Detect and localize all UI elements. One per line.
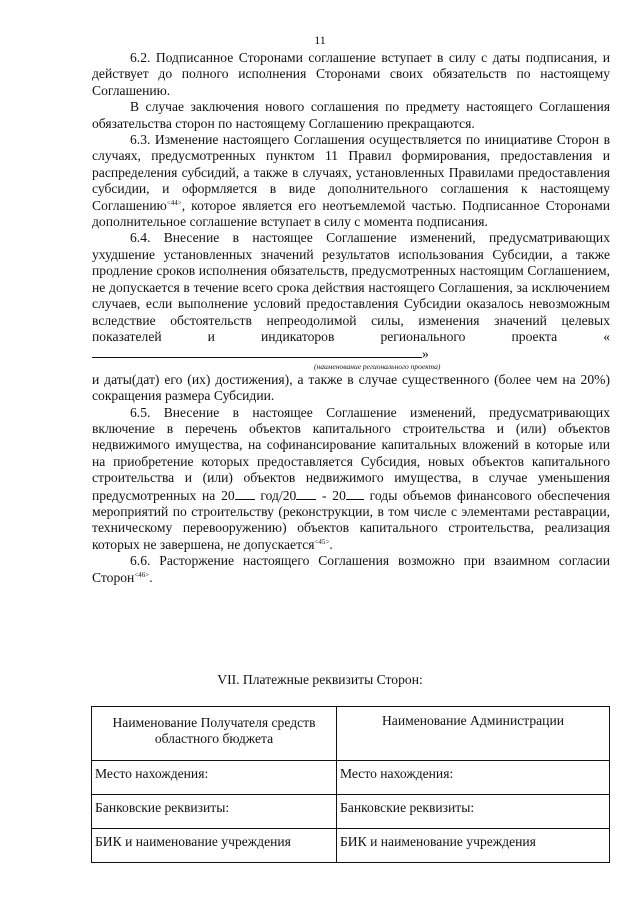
paragraph-6-6-period: . <box>149 569 153 585</box>
paragraph-6-4-continuation: и даты(дат) его (их) достижения), а также в случае существенного (более чем на 20%) сокращения размера Субсидии. <box>92 371 610 404</box>
year-text-1: год/20 <box>254 487 297 503</box>
year-text-2: - 20 <box>316 487 346 503</box>
footnote-ref-45: <45> <box>314 537 330 546</box>
paragraph-6-5 <box>92 405 610 554</box>
document-body <box>92 50 610 586</box>
paragraph-6-3-text: 6.3. Изменение настоящего Соглашения осуществляется по инициативе Сторон в случаях, предусмотренных пунктом 11 Правил формирования, предоставления и распределения субсидий, а также в случаях, установленных Правилами предоставления субсидии, и оформляется в виде дополнительного соглашения к настоящему Соглашению <box>92 132 610 213</box>
year-blank-1 <box>235 487 255 500</box>
table-header-row <box>92 707 610 761</box>
footnote-ref-46: <46> <box>134 570 150 579</box>
table-cell: Место нахождения: <box>92 761 337 795</box>
table-row <box>92 795 610 829</box>
paragraph-6-6 <box>92 553 610 586</box>
footnote-ref-44: <44> <box>166 198 182 207</box>
paragraph-6-5-text: 6.5. Внесение в настоящее Соглашение изменений, предусматривающих включение в перечень объектов капитального строительства и (или) объектов недвижимого имущества, на софинансирование капитальных вложений в которые или на приобретение которых предоставляется Субсидия, новых объектов капитального строительства и (или) объектов недвижимого имущества, в случае уменьшения предусмотренных на 20 <box>92 404 610 503</box>
table-cell: БИК и наименование учреждения <box>92 829 337 863</box>
paragraph-6-6-text: 6.6. Расторжение настоящего Соглашения возможно при взаимном согласии Сторон <box>92 553 610 585</box>
paragraph-6-3 <box>92 132 610 230</box>
table-header-recipient: Наименование Получателя средств областного бюджета <box>92 707 337 761</box>
year-blank-3 <box>346 487 364 500</box>
regional-project-caption: (наименование регионального проекта) <box>314 361 441 371</box>
paragraph-6-2-new-agreement: В случае заключения нового соглашения по предмету настоящего Соглашения обязательства сторон по настоящему Соглашению прекращаются. <box>92 99 610 131</box>
year-blank-2 <box>296 487 316 500</box>
paragraph-6-5-period: . <box>329 536 333 552</box>
closing-quote: » <box>422 346 429 362</box>
table-cell: Банковские реквизиты: <box>337 795 610 829</box>
paragraph-6-4-text: 6.4. Внесение в настоящее Соглашение изменений, предусматривающих ухудшение установленных значений результатов использования Субсидии, а также продление сроков исполнения обязательств, предусмотренных настоящим Соглашением, не допускается в течение всего срока действия настоящего Соглашения, за исключением случаев, если выполнение условий предоставления Субсидии оказалось невозможным вследствие обстоятельств непреодолимой силы, изменения значений целевых показателей и индикаторов регионального проекта « <box>92 230 610 344</box>
paragraph-6-3-text-end: , которое является его неотъемлемой частью. Подписанное Сторонами дополнительное соглашение вступает в силу с момента подписания. <box>92 197 610 230</box>
paragraph-6-4 <box>92 230 610 362</box>
paragraph-6-2: 6.2. Подписанное Сторонами соглашение вступает в силу с даты подписания, и действует до полного исполнения Сторонами своих обязательств по настоящему Соглашению. <box>92 50 610 98</box>
table-header-administration: Наименование Администрации <box>337 707 610 761</box>
payment-details-table <box>91 706 610 863</box>
paragraph-6-5-text-end: годы объемов финансового обеспечения мероприятий по строительству (реконструкции, в том числе с элементами реставрации, техническому перевооружению) объектов капитального строительства, реализация которых не завершена, не допускается <box>92 487 610 552</box>
section-title: VII. Платежные реквизиты Сторон: <box>217 672 423 687</box>
table-row <box>92 829 610 863</box>
table-row <box>92 761 610 795</box>
table-cell: БИК и наименование учреждения <box>337 829 610 863</box>
table-cell: Банковские реквизиты: <box>92 795 337 829</box>
page-number: 11 <box>314 33 326 47</box>
table-cell: Место нахождения: <box>337 761 610 795</box>
regional-project-name-line <box>92 345 422 358</box>
